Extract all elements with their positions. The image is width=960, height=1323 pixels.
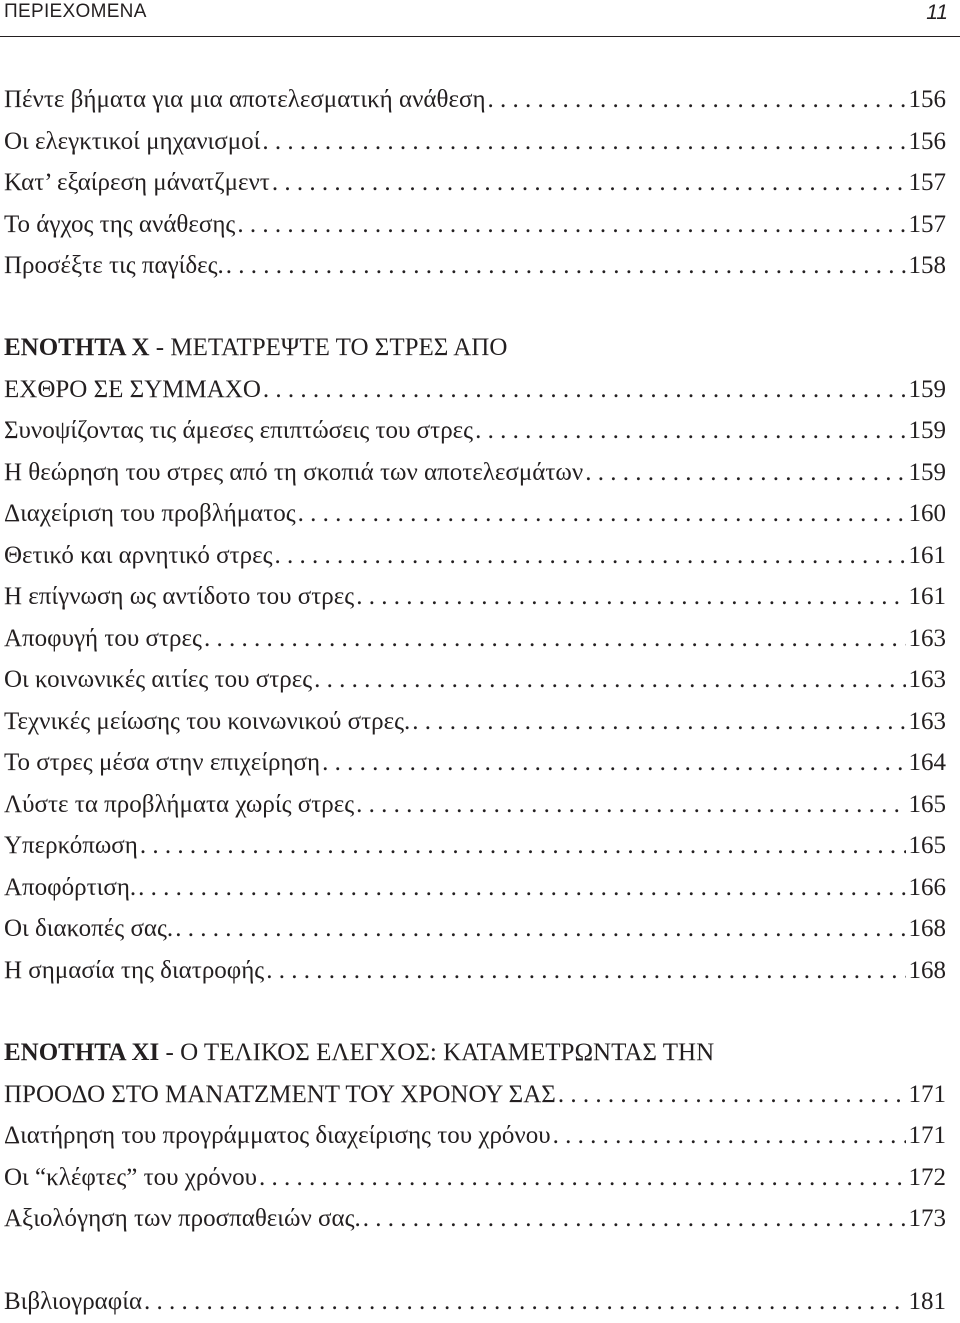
toc-entry-title: Προσέξτε τις παγίδες. [4,252,224,279]
unit-heading [4,327,946,369]
toc-entry-page: 165 [908,790,946,818]
toc-entry-title: Κατ’ εξαίρεση μάνατζμεντ [4,169,270,196]
toc-entry [4,162,946,204]
toc-entry [4,659,946,701]
toc-entry-page: 166 [908,873,946,901]
toc-entry-page: 157 [908,210,946,238]
toc-entry [4,121,946,163]
dot-leader [175,908,905,950]
dot-leader [226,245,906,287]
toc-entry [4,784,946,826]
unit-heading [4,1032,946,1074]
toc-entry [4,535,946,577]
dot-leader [412,701,905,743]
toc-entry-page: 168 [908,956,946,984]
toc-entry-title: Αξιολόγηση των προσπαθειών σας. [4,1205,361,1232]
unit-title-line-2: ΕΧΘΡΟ ΣΕ ΣΥΜΜΑΧΟ [4,375,261,403]
unit-heading-title [4,1032,946,1074]
toc-entry-title: Η θεώρηση του στρες από τη σκοπιά των αποτελεσμάτων [4,458,584,486]
toc-entry [4,410,946,452]
toc-entry-page: 159 [908,375,946,403]
toc-entry [4,701,946,743]
toc-entry-page: 161 [908,541,946,569]
dot-leader [259,1157,906,1199]
toc-entry-title: Αποφόρτιση. [4,873,137,901]
toc-unit-11 [4,1032,946,1240]
toc-group-1 [4,79,946,287]
dot-leader [204,618,906,660]
toc-entry-page: 163 [908,707,946,735]
toc-entry-title: Θετικό και αρνητικό στρες [4,541,273,569]
toc-entry-title: Οι “κλέφτες” του χρόνου [4,1163,257,1191]
toc-entry [4,369,946,411]
toc-entry [4,950,946,992]
toc-entry [4,1281,946,1323]
toc-entry-title: Αποφυγή του στρες [4,624,202,652]
toc-entry-title: Οι κοινωνικές αιτίες του στρες [4,666,313,693]
toc-entry-page: 159 [908,417,946,444]
page-number: 11 [926,1,948,24]
dot-leader [140,825,906,867]
toc-entry [4,576,946,618]
toc-unit-10 [4,327,946,991]
toc-entry-title: Τεχνικές μείωσης του κοινωνικού στρες. [4,707,411,735]
dot-leader [322,742,905,784]
toc-entry [4,245,946,287]
dot-leader [363,1198,906,1240]
toc-entry [4,618,946,660]
dot-leader [138,867,905,909]
toc-entry-title: Πέντε βήματα για μια αποτελεσματική ανάθεση [4,86,486,113]
toc-entry-title: Διατήρηση του προγράμματος διαχείρισης του χρόνου [4,1122,551,1149]
unit-title-line-1: - Ο ΤΕΛΙΚΟΣ ΕΛΕΓΧΟΣ: ΚΑΤΑΜΕΤΡΩΝΤΑΣ ΤΗΝ [159,1039,715,1066]
toc-entry-page: 171 [908,1080,946,1108]
toc-entry [4,452,946,494]
dot-leader [298,493,906,535]
dot-leader [475,410,905,452]
toc-entry-page: 159 [908,458,946,486]
toc-entry [4,908,946,950]
toc-entry [4,79,946,121]
dot-leader [266,950,905,992]
unit-heading-title [4,327,946,369]
toc-entry-title: Η σημασία της διατροφής [4,956,265,984]
toc-entry [4,742,946,784]
toc-entry [4,1115,946,1157]
unit-label: ΕΝΟΤΗΤΑ Χ [4,334,150,361]
toc-entry-page: 156 [908,127,946,155]
dot-leader [356,576,905,618]
dot-leader [275,535,906,577]
dot-leader [488,79,906,121]
dot-leader [263,369,906,411]
toc-entry-page: 181 [908,1288,946,1315]
toc-entry-title: Λύστε τα προβλήματα χωρίς στρες [4,790,355,818]
toc-entry-page: 161 [908,583,946,610]
toc-entry [4,1157,946,1199]
toc-entry [4,867,946,909]
toc-entry-page: 168 [908,915,946,942]
unit-label: ΕΝΟΤΗΤΑ XI [4,1039,160,1066]
section-title: ΠΕΡΙΕΧΟΜΕΝΑ [4,1,147,22]
toc-entry-title: Η επίγνωση ως αντίδοτο του στρες [4,583,355,610]
dot-leader [356,784,905,826]
toc-entry [4,493,946,535]
dot-leader [314,659,905,701]
dot-leader [553,1115,906,1157]
dot-leader [585,452,905,494]
toc-entry-page: 165 [908,832,946,859]
toc-bibliography [4,1281,946,1323]
toc-entry-title: Οι ελεγκτικοί μηχανισμοί [4,127,261,155]
dot-leader [237,204,905,246]
toc-entry-page: 164 [908,749,946,776]
toc-entry [4,825,946,867]
toc-entry-title: Συνοψίζοντας τις άμεσες επιπτώσεις του στρες [4,417,474,444]
toc-entry-page: 163 [908,624,946,652]
toc-entry [4,1074,946,1116]
toc-entry-title: Βιβλιογραφία [4,1288,143,1315]
toc-entry-title: Οι διακοπές σας. [4,915,174,942]
toc-entry [4,204,946,246]
toc-entry-page: 163 [908,666,946,693]
unit-title-line-1: - ΜΕΤΑΤΡΕΨΤΕ ΤΟ ΣΤΡΕΣ ΑΠΟ [149,334,508,361]
toc-entry-title: Το στρες μέσα στην επιχείρηση [4,749,321,776]
dot-leader [262,121,905,163]
toc-entry [4,1198,946,1240]
dot-leader [144,1281,905,1323]
toc-entry-page: 172 [908,1163,946,1191]
toc-entry-title: Υπερκόπωση [4,832,138,859]
unit-title-line-2: ΠΡΟΟΔΟ ΣΤΟ ΜΑΝΑΤΖΜΕΝΤ ΤΟΥ ΧΡΟΝΟΥ ΣΑΣ [4,1080,556,1108]
running-header [0,0,960,37]
toc-entry-page: 156 [908,86,946,113]
dot-leader [558,1074,906,1116]
toc-entry-title: Το άγχος της ανάθεσης [4,210,236,238]
toc-entry-page: 157 [908,169,946,196]
toc-entry-page: 158 [908,252,946,279]
toc-entry-page: 171 [908,1122,946,1149]
toc-entry-page: 173 [908,1205,946,1232]
dot-leader [272,162,906,204]
toc-entry-page: 160 [908,500,946,527]
toc-entry-title: Διαχείριση του προβλήματος [4,500,296,527]
